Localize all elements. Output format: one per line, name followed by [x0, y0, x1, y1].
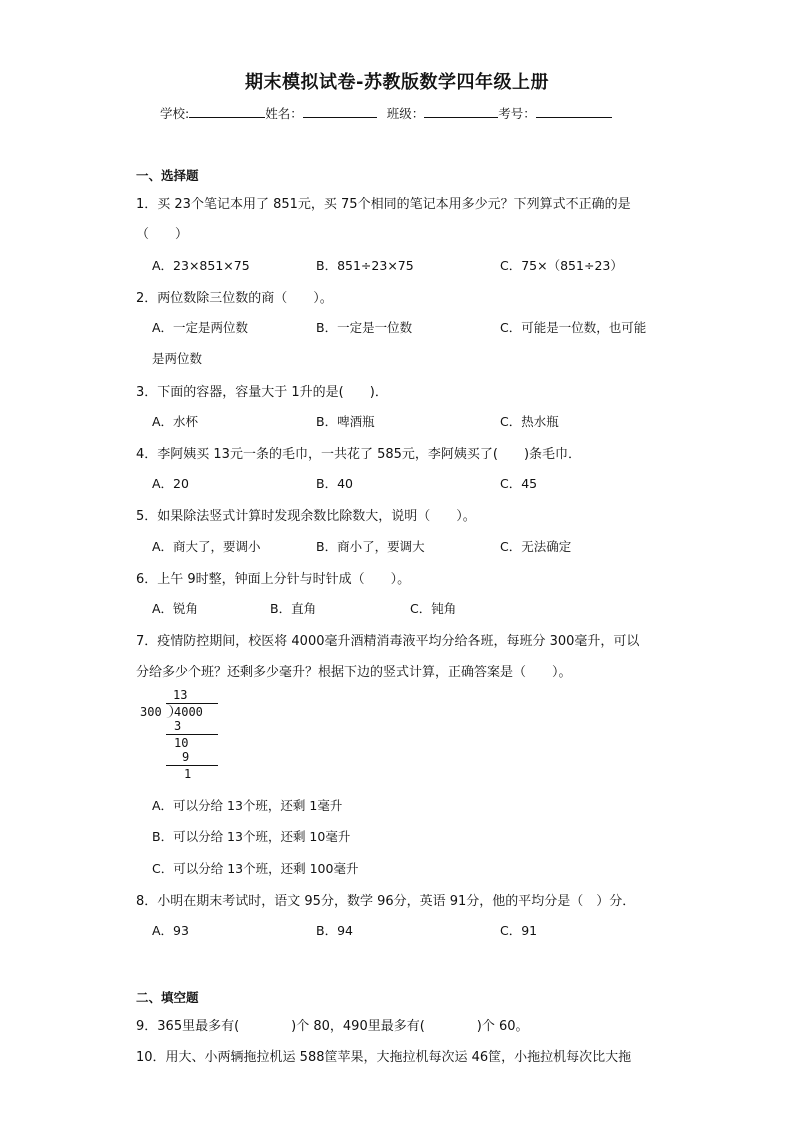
section-title-fill: 二、填空题 — [136, 990, 199, 1005]
section-title-choice: 一、选择题 — [136, 168, 199, 183]
division-remainder: 1 — [184, 767, 192, 781]
division-top-line — [166, 703, 218, 704]
division-quotient: 13 — [173, 688, 188, 702]
question-2-text: 2．两位数除三位数的商（ ）。 — [136, 291, 333, 306]
question-3-option-a[interactable]: A．水杯 — [152, 414, 199, 429]
school-label: 学校: — [160, 106, 190, 121]
question-7-option-c[interactable]: C．可以分给 13个班，还剩 100毫升 — [152, 861, 359, 876]
question-4-option-b[interactable]: B．40 — [316, 476, 353, 491]
question-4-option-c[interactable]: C．45 — [500, 476, 538, 491]
question-6-text: 6．上午 9时整，钟面上分针与时针成（ ）。 — [136, 572, 411, 587]
question-3-option-b[interactable]: B．啤酒瓶 — [316, 414, 375, 429]
question-1-text: 1．买 23个笔记本用了 851元，买 75个相同的笔记本用多少元？下列算式不正确的是 — [136, 197, 631, 212]
question-8-option-c[interactable]: C．91 — [500, 923, 538, 938]
division-divisor: 300 — [140, 705, 162, 719]
question-2-option-a[interactable]: A．一定是两位数 — [152, 320, 249, 335]
question-5-option-a[interactable]: A．商大了，要调小 — [152, 539, 261, 554]
question-3-text: 3．下面的容器，容量大于 1升的是( )． — [136, 385, 388, 400]
question-1-option-b[interactable]: B．851÷23×75 — [316, 258, 414, 273]
question-7-option-a[interactable]: A．可以分给 13个班，还剩 1毫升 — [152, 798, 343, 813]
question-8-text: 8．小明在期末考试时，语文 95分，数学 96分，英语 91分，他的平均分是（ ）分． — [136, 894, 636, 909]
division-bracket — [166, 704, 173, 718]
question-6-option-c[interactable]: C．钝角 — [410, 601, 457, 616]
question-2-option-c[interactable]: C．可能是一位数，也可能 — [500, 320, 647, 335]
question-4-text: 4．李阿姨买 13元一条的毛巾，一共花了 585元，李阿姨买了( )条毛巾． — [136, 447, 582, 462]
question-2-option-c-continued: 是两位数 — [152, 351, 203, 366]
question-8-option-b[interactable]: B．94 — [316, 923, 353, 938]
question-4-option-a[interactable]: A．20 — [152, 476, 189, 491]
division-step-3: 9 — [182, 750, 190, 764]
id-blank[interactable] — [536, 105, 612, 118]
question-3-option-c[interactable]: C．热水瓶 — [500, 414, 559, 429]
class-label: 班级： — [386, 106, 425, 121]
question-8-option-a[interactable]: A．93 — [152, 923, 189, 938]
name-label: 姓名： — [265, 106, 303, 121]
division-step-1: 3 — [174, 719, 182, 733]
question-5-option-b[interactable]: B．商小了，要调大 — [316, 539, 425, 554]
long-division-figure — [136, 688, 236, 784]
question-9-text: 9．365里最多有( )个 80，490里最多有( )个 60。 — [136, 1019, 529, 1034]
question-2-option-b[interactable]: B．一定是一位数 — [316, 320, 413, 335]
id-label: 考号： — [498, 106, 536, 121]
question-7-text: 7．疫情防控期间，校医将 4000毫升酒精消毒液平均分给各班，每班分 300毫升，可以 — [136, 634, 640, 649]
question-1-option-c[interactable]: C．75×（851÷23） — [500, 258, 623, 273]
division-line-2 — [166, 765, 218, 766]
question-7-text-continued: 分给多少个班？还剩多少毫升？根据下边的竖式计算，正确答案是（ ）。 — [136, 665, 572, 680]
exam-title: 期末模拟试卷-苏教版数学四年级上册 — [245, 72, 549, 93]
division-step-2: 10 — [174, 736, 189, 750]
question-10-text: 10．用大、小两辆拖拉机运 588筐苹果，大拖拉机每次运 46筐，小拖拉机每次比大拖 — [136, 1050, 632, 1065]
division-line-1 — [166, 734, 218, 735]
question-6-option-a[interactable]: A．锐角 — [152, 601, 199, 616]
question-6-option-b[interactable]: B．直角 — [270, 601, 317, 616]
school-blank[interactable] — [189, 105, 265, 118]
question-5-text: 5．如果除法竖式计算时发现余数比除数大，说明（ ）。 — [136, 509, 476, 524]
question-5-option-c[interactable]: C．无法确定 — [500, 539, 572, 554]
division-dividend: 4000 — [174, 705, 203, 719]
question-1-bracket: （ ） — [136, 227, 189, 242]
class-blank[interactable] — [424, 105, 498, 118]
name-blank[interactable] — [303, 105, 377, 118]
student-info-line — [160, 104, 612, 122]
question-7-option-b[interactable]: B．可以分给 13个班，还剩 10毫升 — [152, 829, 351, 844]
question-1-option-a[interactable]: A．23×851×75 — [152, 258, 250, 273]
